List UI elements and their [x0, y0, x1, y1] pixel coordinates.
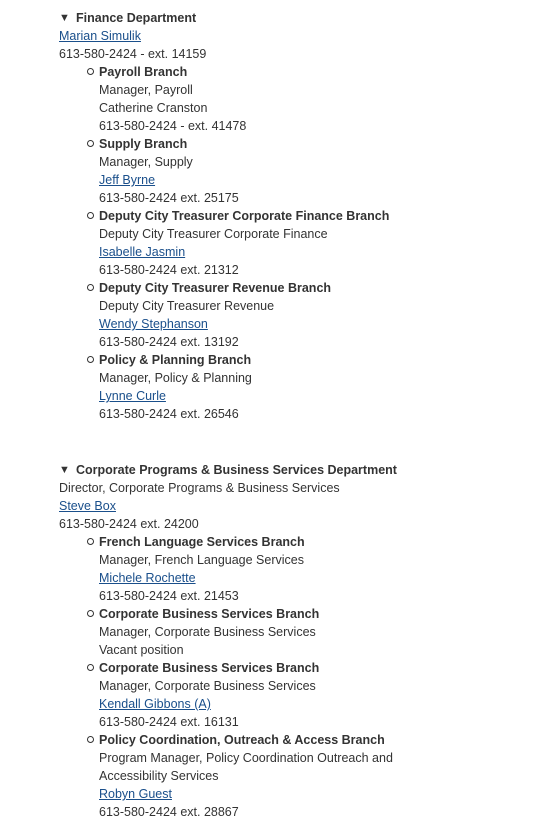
branch-name: Policy & Planning Branch: [99, 353, 252, 367]
branch-item: [99, 207, 539, 279]
branch-role: Program Manager, Policy Coordination Outreach and Accessibility Services: [99, 751, 393, 783]
branch-name: Deputy City Treasurer Revenue Branch: [99, 281, 332, 295]
branch-name: French Language Services Branch: [99, 535, 305, 549]
branch-person-link[interactable]: Robyn Guest: [99, 787, 172, 801]
circle-bullet-icon: [87, 68, 94, 75]
circle-bullet-icon: [87, 284, 94, 291]
branch-person-link[interactable]: Jeff Byrne: [99, 173, 156, 187]
department-corporate-programs: [59, 461, 539, 821]
branch-list: [59, 63, 539, 423]
branch-name: Payroll Branch: [99, 65, 188, 79]
circle-bullet-icon: [87, 356, 94, 363]
branch-name: Deputy City Treasurer Corporate Finance Branch: [99, 209, 390, 223]
branch-role: Manager, Supply: [99, 155, 193, 169]
circle-bullet-icon: [87, 140, 94, 147]
branch-name: Corporate Business Services Branch: [99, 607, 320, 621]
branch-person-link[interactable]: Isabelle Jasmin: [99, 245, 186, 259]
branch-item: [99, 279, 539, 351]
branch-item: [99, 731, 539, 821]
branch-item: [99, 351, 539, 423]
branch-person-link[interactable]: Wendy Stephanson: [99, 317, 208, 331]
branch-phone: 613-580-2424 - ext. 41478: [99, 119, 247, 133]
branch-role: Manager, Corporate Business Services: [99, 625, 316, 639]
department-title: Corporate Programs & Business Services Department: [76, 463, 397, 477]
department-finance: [59, 9, 539, 423]
department-head-role: Director, Corporate Programs & Business Services: [59, 481, 340, 495]
branch-phone: 613-580-2424 ext. 16131: [99, 715, 239, 729]
branch-list: [59, 533, 539, 821]
department-toggle[interactable]: [59, 461, 539, 479]
branch-phone: 613-580-2424 ext. 25175: [99, 191, 239, 205]
department-head-phone: 613-580-2424 ext. 24200: [59, 517, 199, 531]
branch-item: [99, 605, 539, 659]
branch-item: [99, 533, 539, 605]
branch-phone: 613-580-2424 ext. 21453: [99, 589, 239, 603]
circle-bullet-icon: [87, 610, 94, 617]
branch-person: Catherine Cranston: [99, 101, 208, 115]
branch-name: Corporate Business Services Branch: [99, 661, 320, 675]
circle-bullet-icon: [87, 538, 94, 545]
branch-person-link[interactable]: Lynne Curle: [99, 389, 166, 403]
circle-bullet-icon: [87, 212, 94, 219]
branch-person-link[interactable]: Michele Rochette: [99, 571, 196, 585]
branch-name: Supply Branch: [99, 137, 188, 151]
branch-item: [99, 63, 539, 135]
branch-role: Manager, French Language Services: [99, 553, 304, 567]
branch-phone: 613-580-2424 ext. 26546: [99, 407, 239, 421]
branch-phone: 613-580-2424 ext. 28867: [99, 805, 239, 819]
branch-role: Deputy City Treasurer Corporate Finance: [99, 227, 328, 241]
collapse-triangle-icon: ▼: [59, 12, 70, 24]
branch-phone: 613-580-2424 ext. 21312: [99, 263, 239, 277]
branch-role: Deputy City Treasurer Revenue: [99, 299, 275, 313]
department-head-link[interactable]: Marian Simulik: [59, 29, 141, 43]
circle-bullet-icon: [87, 736, 94, 743]
department-title: Finance Department: [76, 11, 197, 25]
branch-role: Manager, Corporate Business Services: [99, 679, 316, 693]
branch-role: Manager, Policy & Planning: [99, 371, 252, 385]
department-head-phone: 613-580-2424 - ext. 14159: [59, 47, 207, 61]
circle-bullet-icon: [87, 664, 94, 671]
department-head-link[interactable]: Steve Box: [59, 499, 116, 513]
branch-item: [99, 135, 539, 207]
branch-person-link[interactable]: Kendall Gibbons (A): [99, 697, 211, 711]
branch-phone: 613-580-2424 ext. 13192: [99, 335, 239, 349]
branch-name: Policy Coordination, Outreach & Access Branch: [99, 733, 385, 747]
branch-person: Vacant position: [99, 643, 184, 657]
branch-role: Manager, Payroll: [99, 83, 193, 97]
branch-item: [99, 659, 539, 731]
collapse-triangle-icon: ▼: [59, 464, 70, 476]
department-toggle[interactable]: [59, 9, 539, 27]
